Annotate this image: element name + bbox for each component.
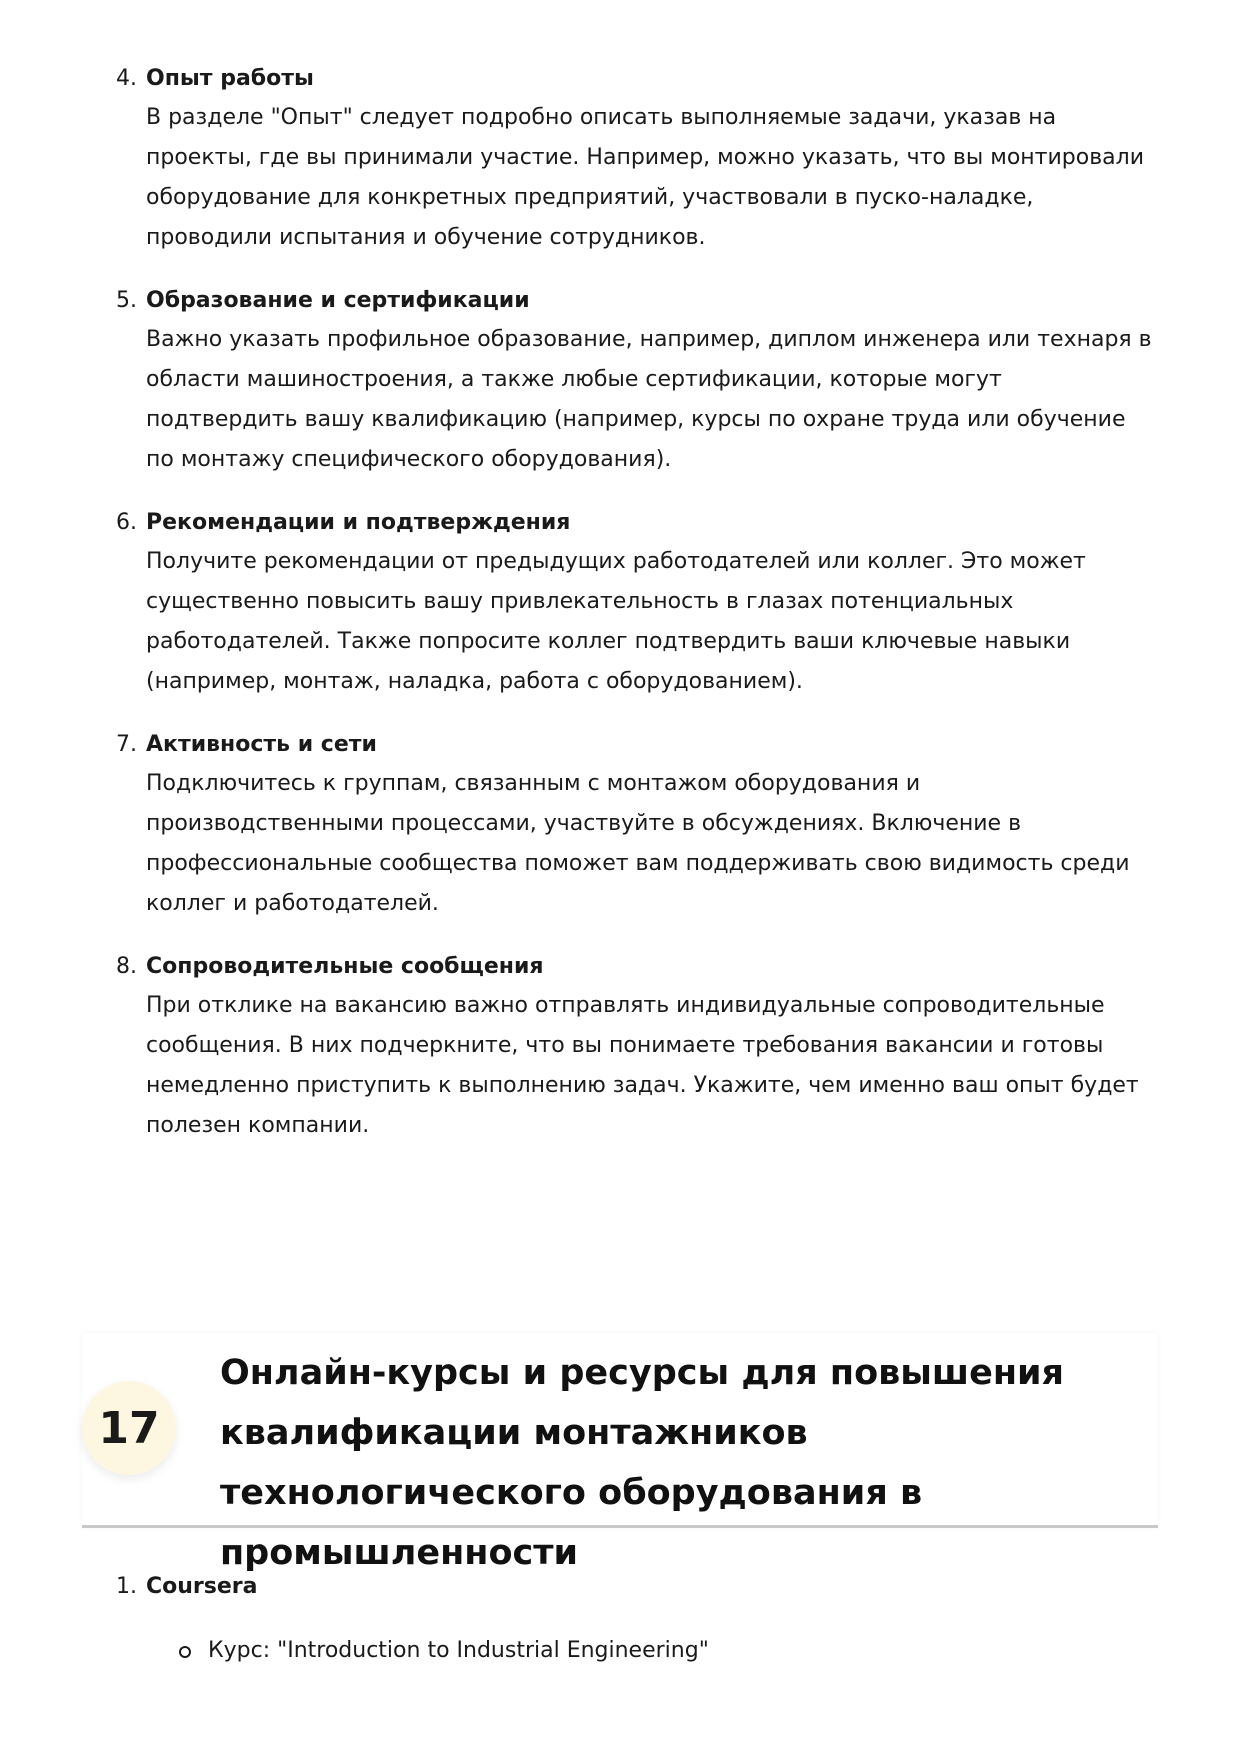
sub-list-item bbox=[146, 1634, 1156, 1668]
item-number: 4. bbox=[116, 66, 137, 91]
item-text: В разделе "Опыт" следует подробно описать выполняемые задачи, указав на проекты, где вы принимали участие. Например, можно указать, что вы монтировали оборудование для конкретных предприятий, участвовали в пуско-наладке, проводили испытания и обучение сотрудников. bbox=[146, 105, 1145, 250]
circle-bullet-icon bbox=[179, 1646, 191, 1658]
item-text: При отклике на вакансию важно отправлять индивидуальные сопроводительные сообщения. В них подчеркните, что вы понимаете требования вакансии и готовы немедленно приступить к выполнению задач. Укажите, чем именно ваш опыт будет полезен компании. bbox=[146, 993, 1139, 1138]
item-number: 8. bbox=[116, 954, 137, 979]
tips-list bbox=[116, 62, 1156, 1172]
item-title: Сопроводительные сообщения bbox=[146, 954, 544, 979]
item-title: Coursera bbox=[146, 1574, 258, 1599]
sub-list bbox=[146, 1634, 1156, 1668]
list-item bbox=[116, 284, 1156, 480]
item-title: Активность и сети bbox=[146, 732, 377, 757]
item-text: Важно указать профильное образование, например, диплом инженера или технаря в области машиностроения, а также любые сертификации, которые могут подтвердить вашу квалификацию (например, курсы по охране труда или обучение по монтажу специфического оборудования). bbox=[146, 327, 1152, 472]
list-item bbox=[116, 506, 1156, 702]
item-number: 6. bbox=[116, 510, 137, 535]
item-title: Опыт работы bbox=[146, 66, 314, 91]
list-item bbox=[116, 62, 1156, 258]
list-item bbox=[116, 950, 1156, 1146]
list-item bbox=[116, 728, 1156, 924]
item-title: Рекомендации и подтверждения bbox=[146, 510, 571, 535]
item-text: Подключитесь к группам, связанным с монтажом оборудования и производственными процессами, участвуйте в обсуждениях. Включение в профессиональные сообщества поможет вам поддерживать свою видимость среди коллег и работодателей. bbox=[146, 771, 1130, 916]
section-header bbox=[82, 1333, 1158, 1573]
section-number-badge: 17 bbox=[82, 1381, 176, 1475]
sub-item-text: Курс: "Introduction to Industrial Engineering" bbox=[208, 1638, 709, 1663]
item-text: Получите рекомендации от предыдущих работодателей или коллег. Это может существенно повысить вашу привлекательность в глазах потенциальных работодателей. Также попросите коллег подтвердить ваши ключевые навыки (например, монтаж, наладка, работа с оборудованием). bbox=[146, 549, 1086, 694]
item-number: 5. bbox=[116, 288, 137, 313]
section-title: Онлайн-курсы и ресурсы для повышения квалификации монтажников технологического оборудования в промышленности bbox=[220, 1353, 1064, 1573]
item-title: Образование и сертификации bbox=[146, 288, 530, 313]
list-item bbox=[116, 1570, 1156, 1668]
resources-list bbox=[116, 1570, 1156, 1668]
item-number: 1. bbox=[116, 1574, 137, 1599]
item-number: 7. bbox=[116, 732, 137, 757]
